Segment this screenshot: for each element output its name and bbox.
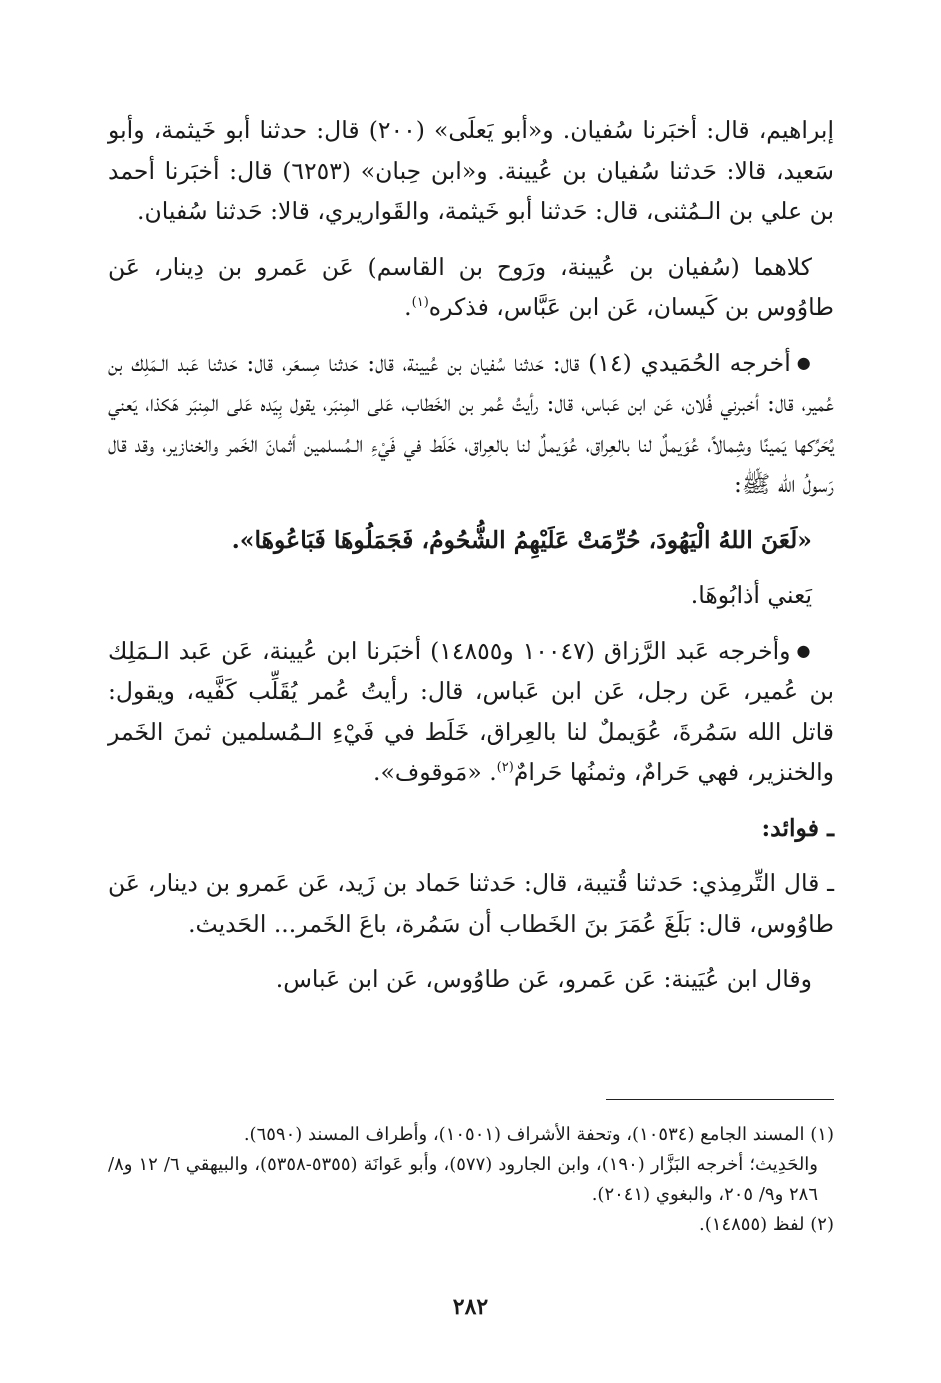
explanation-line: يَعني أذابُوهَا. <box>690 581 812 609</box>
bullet-icon: ● <box>796 352 812 372</box>
paragraph-1: إبراهيم، قال: أخبَرنا سُفيان. و«أبو يَعلَى» (٢٠٠) قال: حدثنا أبو خَيثمة، وأبو سَعيد، قالا: حَدثنا سُفيان بن عُيينة. و«ابن حِبان» (٦٢٥٣) قال: أخبَرنا أحمد بن علي بن الـمُثنى، قال: حَدثنا أبو خَيثمة، والقَواريري، قالا: حَدثنا سُفيان. <box>108 116 834 225</box>
section-heading: ـ فوائد: <box>761 813 834 842</box>
page-number: ٢٨٢ <box>452 1294 489 1320</box>
paragraph-5: ـ قال التِّرمِذي: حَدثنا قُتيبة، قال: حَدثنا حَماد بن زَيد، عَن عَمرو بن دينار، عَن طاوُوس، قال: بَلَغَ عُمَرَ بنَ الخَطاب أن سَمُرة، باعَ الخَمر... الحَديث. <box>108 869 834 938</box>
footnote-divider <box>606 1099 834 1100</box>
paragraph-4-end: . «مَوقوف». <box>373 758 497 786</box>
footnote-2: (٢) لفظ (١٤٨٥٥). <box>699 1214 834 1235</box>
paragraph-3-text: أخرجه الحُمَيدي (١٤) قال: حَدثنا سُفيان بن عُيينة، قال: حَدثنا مِسعَر، قال: حَدثنا عَبد الـمَلِك بن عُمير، قال: أخبرني فُلان، عَن ابن عَباس، قال: رأيتُ عُمر بن الخَطاب، عَلى المِنبَر، يقول بِيَده عَلى المِنبَر هَكذا، يَعني يُحَرِّكها يَمينًا وشِمالاً، عُوَيملٌ لنا بالعِراق، عُوَيملٌ لنا بالعِراق، خَلَط في فَيْءِ الـمُسلمين أثمانَ الخَمر والخنازير، وقد قال رَسولُ الله ﷺ: <box>108 348 834 498</box>
footnotes <box>108 1120 834 1240</box>
footnote-ref-1[interactable]: (١) <box>411 295 429 311</box>
paragraph-6: وقال ابن عُيَينة: عَن عَمرو، عَن طاوُوس، عَن ابن عَباس. <box>275 965 812 993</box>
paragraph-2-text: كلاهما (سُفيان بن عُيينة، ورَوح بن القاسم) عَن عَمرو بن دِينار، عَن طاوُوس بن كَيسان، عَن ابن عَبَّاس، فذكره <box>108 252 834 321</box>
paragraph-3 <box>108 343 834 505</box>
paragraph-2 <box>108 247 834 328</box>
paragraph-2-end: . <box>404 293 412 321</box>
paragraph-4-text: وأخرجه عَبد الرَّزاق (١٠٠٤٧ و١٤٨٥٥) أخبَرنا ابن عُيينة، عَن عَبد الـمَلِك بن عُمير، عَن رجل، عَن ابن عَباس، قال: رأيتُ عُمر يُقَلِّب كَفَّيه، ويقول: قاتل الله سَمُرةَ، عُوَيملٌ لنا بالعِراق، خَلَط في فَيْءِ الـمُسلمين ثمنَ الخَمر والخنزير، فهي حَرامٌ، وثمنُها حَرامٌ <box>108 636 834 786</box>
main-text <box>108 110 834 1015</box>
footnote-1: (١) المسند الجامع (١٠٥٣٤)، وتحفة الأشراف (١٠٥٠١)، وأطراف المسند (٦٥٩٠). <box>243 1124 834 1145</box>
paragraph-4 <box>108 631 834 793</box>
footnote-1-continuation: والحَدِيث؛ أخرجه البَزَّار (١٩٠)، وابن الجارود (٥٧٧)، وأبو عَوانَة (٥٣٥٥-٥٣٥٨)، والبيهقي ٦/ ١٢ و٨/ ٢٨٦ و٩/ ٢٠٥، والبغوي (٢٠٤١). <box>108 1154 818 1205</box>
bullet-icon: ● <box>796 640 812 660</box>
footnote-ref-2[interactable]: (٢) <box>496 760 514 776</box>
hadith-quote: «لَعَنَ اللهُ الْيَهُودَ، حُرِّمَتْ عَلَيْهِمُ الشُّحُومُ، فَجَمَلُوهَا فَبَاعُوهَا». <box>231 525 812 554</box>
